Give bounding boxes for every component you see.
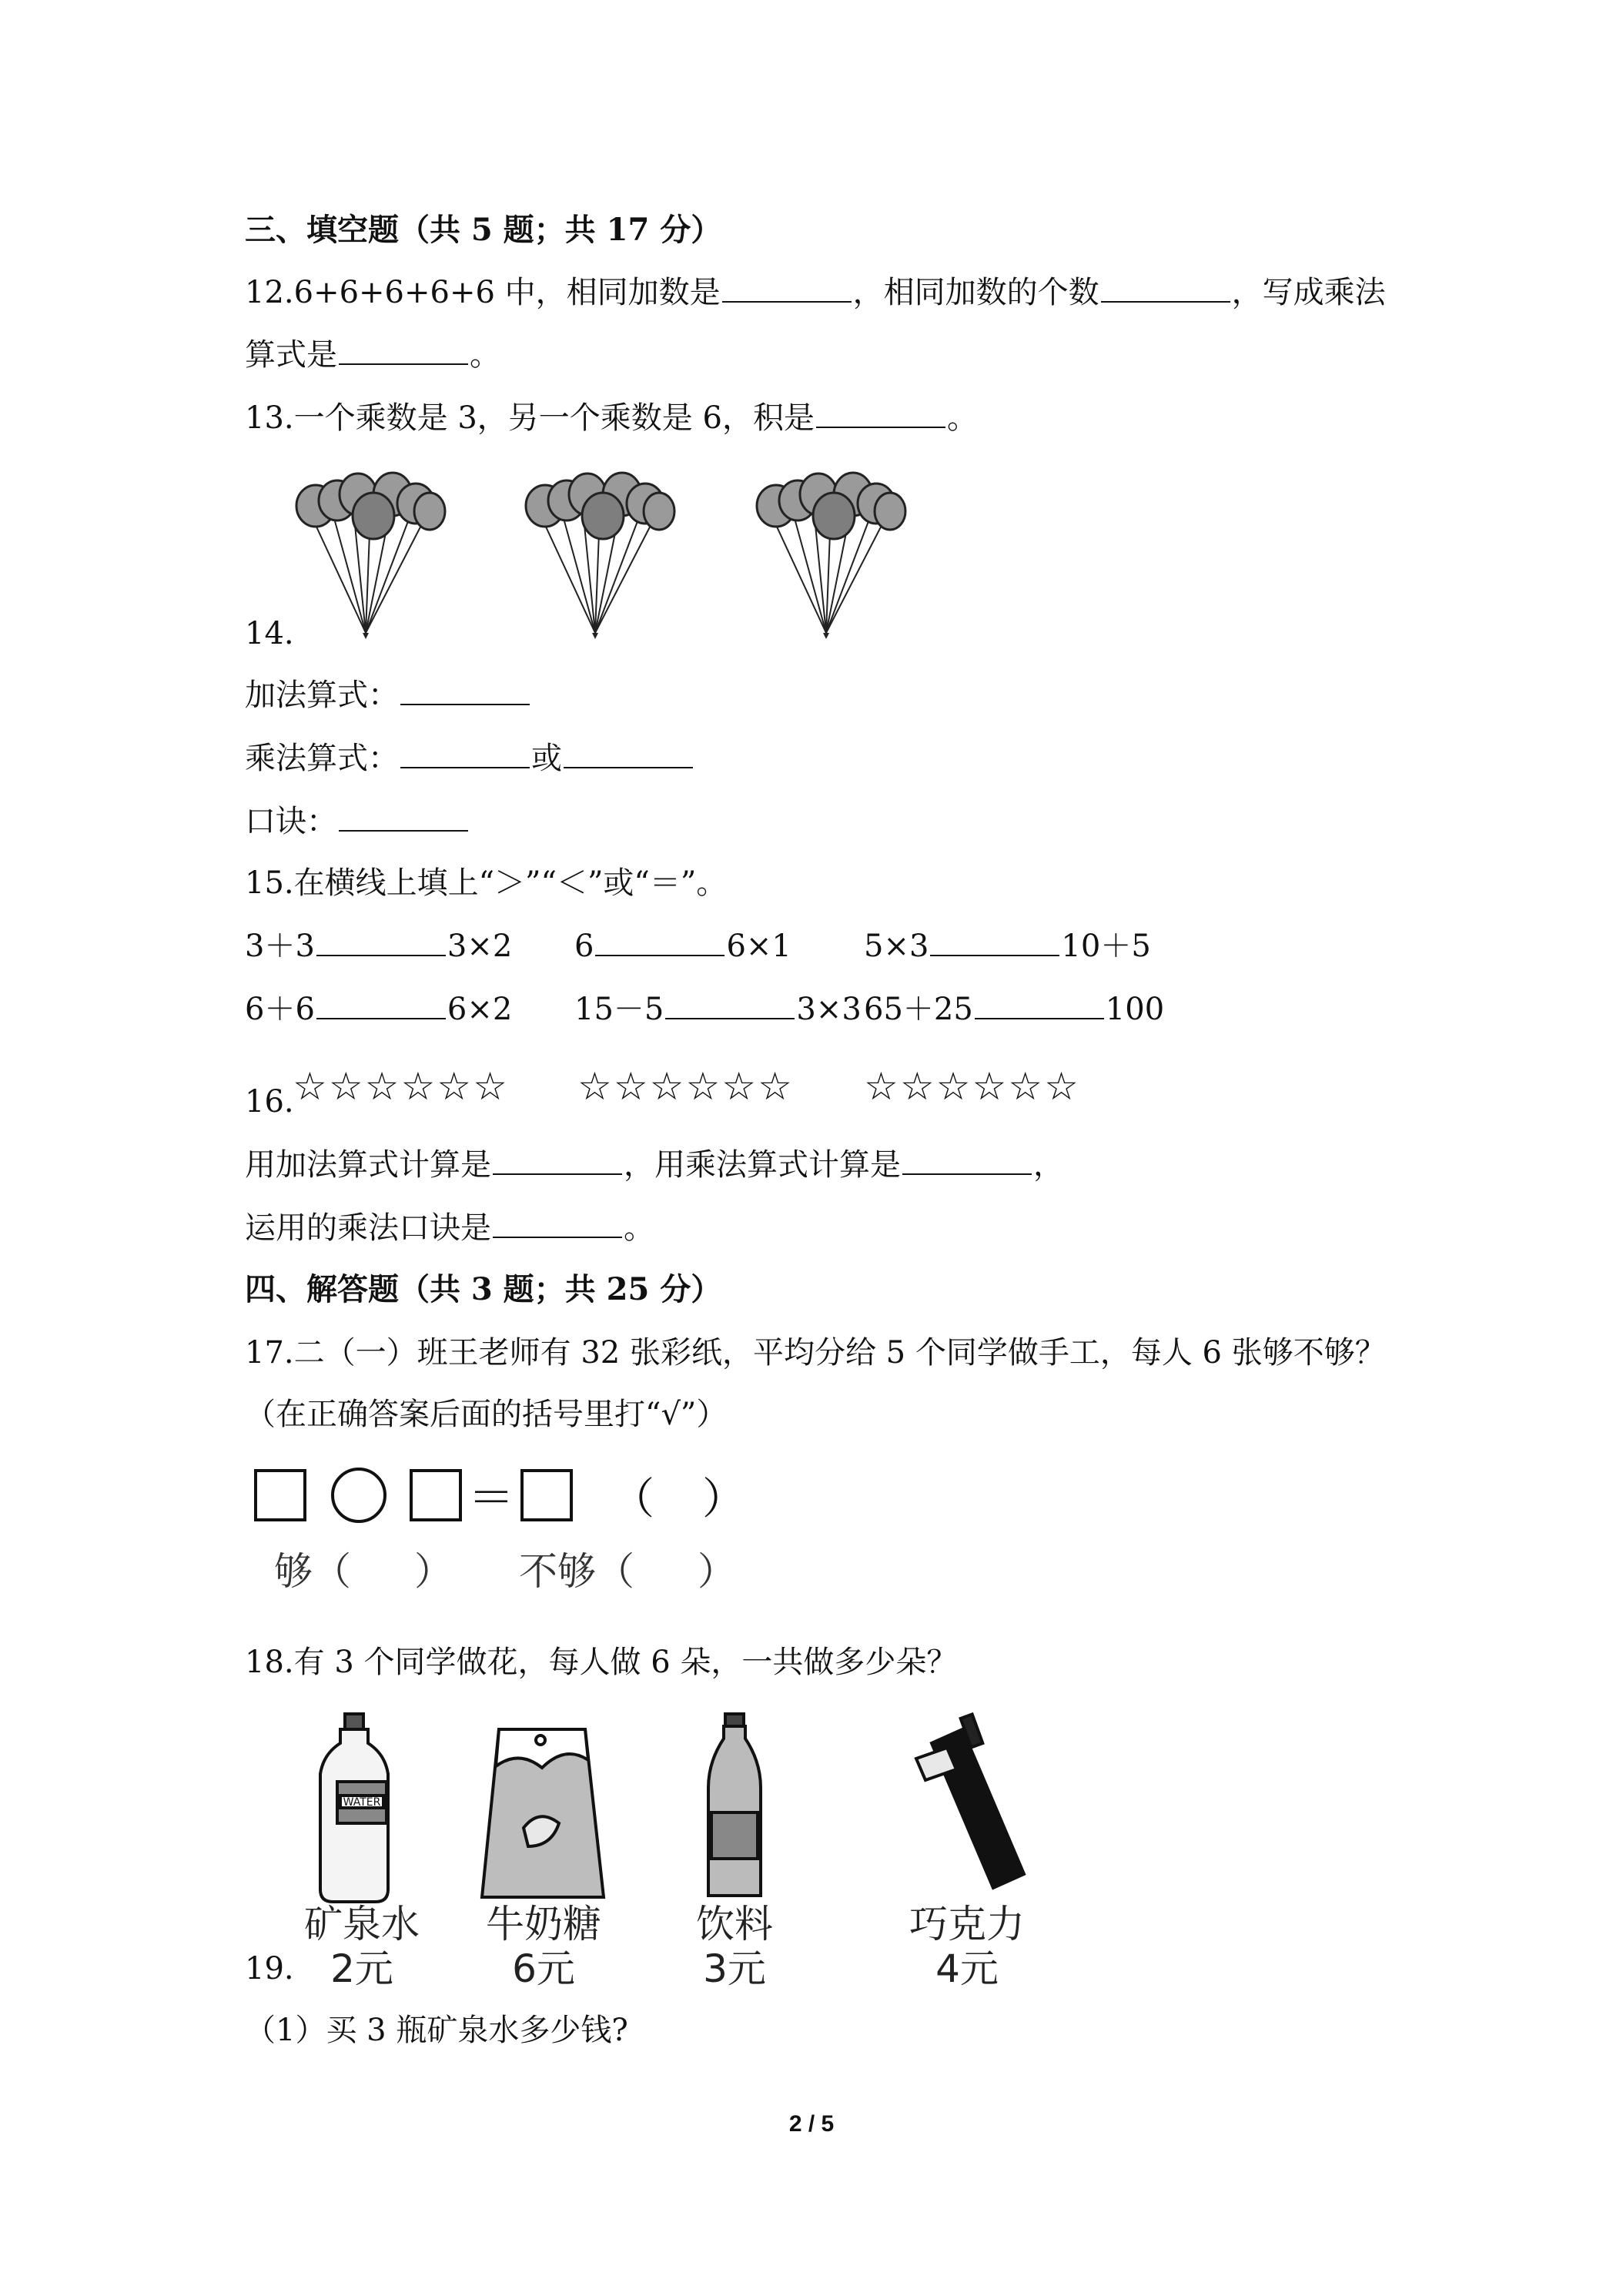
water-bottle-icon (320, 1714, 388, 1902)
q19-products-figure (300, 1712, 1070, 1990)
star-group: ☆☆☆☆☆☆ (293, 1064, 509, 1109)
unit-open-paren: （ (611, 1474, 654, 1525)
enough-close: ） (414, 1549, 453, 1594)
section-4-title: 四、解答题（共 3 题；共 25 分） (245, 1271, 722, 1307)
q15-blank[interactable] (665, 990, 795, 1019)
q14-add-blank[interactable] (400, 676, 530, 705)
q16-rhyme-blank[interactable] (493, 1209, 622, 1238)
q12-text-b: ，相同加数的个数 (852, 275, 1099, 310)
product-name: 饮料 (696, 1902, 773, 1946)
q14-number: 14. (245, 616, 294, 651)
answer-box (256, 1471, 305, 1520)
q12-text-e: 。 (470, 337, 500, 373)
q15-item: 5×3 10＋5 (864, 929, 1151, 964)
water-label: WATER (343, 1796, 381, 1809)
q12-line1 (245, 272, 1386, 313)
q17-text: 17.二（一）班王老师有 32 张彩纸，平均分给 5 个同学做手工，每人 6 张够不够？ (245, 1335, 1386, 1371)
q13-line (245, 397, 978, 439)
product-name: 牛奶糖 (486, 1902, 601, 1946)
q16-number: 16. (245, 1084, 294, 1120)
q15-blank[interactable] (316, 927, 446, 956)
drink-bottle-icon (708, 1714, 761, 1896)
q15-item: 6＋6 6×2 (245, 992, 513, 1027)
q14-rhyme-line (245, 801, 470, 842)
product-price: 6元 (512, 1946, 575, 1991)
q12-blank-count[interactable] (1101, 273, 1230, 303)
star-group: ☆☆☆☆☆☆ (577, 1064, 794, 1109)
q13-text-b: 。 (946, 400, 978, 436)
answer-box (411, 1471, 460, 1520)
q14-rhyme-label: 口诀： (245, 804, 337, 839)
q14-add-line (245, 674, 531, 716)
q14-mul-label: 乘法算式： (245, 741, 399, 776)
q14-mul-line (245, 738, 694, 779)
q12-text-c: ，写成乘法 (1231, 275, 1386, 310)
q14-mul-blank-2[interactable] (564, 739, 693, 768)
balloon-bunch-2 (522, 471, 676, 641)
q19-number: 19. (245, 1951, 294, 1986)
q15-blank[interactable] (316, 990, 446, 1019)
q12-line2 (245, 334, 500, 376)
q15-item: 3＋3 3×2 (245, 929, 513, 964)
q14-rhyme-blank[interactable] (339, 802, 468, 832)
section-3-title: 三、填空题（共 5 题；共 17 分） (245, 212, 722, 248)
q14-mul-blank-1[interactable] (400, 739, 530, 768)
q15-item: 6 6×1 (574, 929, 791, 964)
chocolate-icon (916, 1714, 1024, 1888)
q17-hint: （在正确答案后面的括号里打“√”） (245, 1397, 728, 1432)
q13-blank[interactable] (816, 399, 945, 428)
q17-equation-figure (251, 1463, 759, 1617)
enough-label: 够（ (274, 1549, 351, 1594)
q15-item: 15－5 3×3 (574, 992, 862, 1027)
q14-mul-or: 或 (531, 741, 562, 776)
equals-sign: ＝ (468, 1471, 514, 1525)
page-number: 2 / 5 (788, 2111, 835, 2137)
q16-line2: 运用的乘法口诀是 。 (245, 1210, 654, 1246)
q15-item: 65＋25 100 (864, 992, 1165, 1027)
q16-line1: 用加法算式计算是 ，用乘法算式计算是 ， (245, 1147, 1064, 1183)
q18-text: 18.有 3 个同学做花，每人做 6 朵，一共做多少朵？ (245, 1645, 958, 1680)
not-enough-close: ） (698, 1549, 736, 1594)
q15-blank[interactable] (595, 927, 724, 956)
q13-text-a: 13.一个乘数是 3，另一个乘数是 6，积是 (245, 400, 815, 436)
q12-text-d: 算式是 (245, 337, 337, 373)
q16-mul-blank[interactable] (902, 1146, 1032, 1175)
product-price: 2元 (330, 1946, 393, 1991)
q12-text-a: 12.6+6+6+6+6 中，相同加数是 (245, 275, 721, 310)
q15-blank[interactable] (975, 990, 1104, 1019)
q15-prompt: 15.在横线上填上“＞”“＜”或“＝”。 (245, 865, 728, 901)
q12-blank-product[interactable] (339, 336, 468, 365)
balloon-bunch-1 (293, 471, 447, 641)
balloon-bunch-3 (753, 471, 907, 641)
candy-bag-icon (482, 1729, 604, 1897)
product-name: 矿泉水 (304, 1902, 420, 1946)
unit-close-paren: ） (702, 1474, 745, 1525)
q19-sub1: （1）买 3 瓶矿泉水多少钱? (245, 2013, 628, 2048)
q14-add-label: 加法算式： (245, 678, 399, 713)
q15-blank[interactable] (930, 927, 1059, 956)
product-price: 3元 (703, 1946, 766, 1991)
product-name: 巧克力 (909, 1902, 1025, 1946)
star-group: ☆☆☆☆☆☆ (864, 1064, 1080, 1109)
q12-blank-addend[interactable] (722, 273, 852, 303)
product-price: 4元 (935, 1946, 999, 1991)
answer-box (522, 1471, 571, 1520)
operator-circle (333, 1469, 385, 1521)
not-enough-label: 不够（ (519, 1549, 634, 1594)
q16-add-blank[interactable] (493, 1146, 622, 1175)
